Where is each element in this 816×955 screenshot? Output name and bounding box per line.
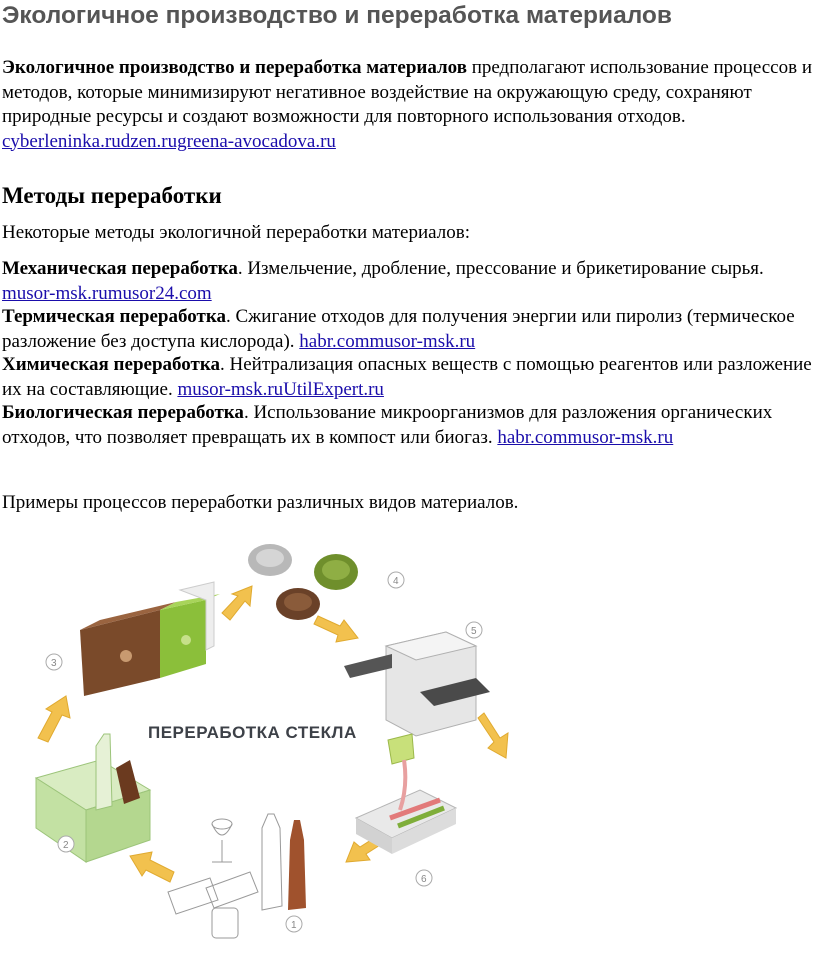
method-source-link[interactable]: musor-msk.rumusor24.com <box>2 282 212 304</box>
arrow-3-to-4 <box>222 586 252 620</box>
method-text: . Нейтрализация опасных веществ с помощью реагентов или разложение их на составляющие. <box>2 354 812 400</box>
intro-paragraph <box>2 56 814 154</box>
step-number: 1 <box>291 920 297 931</box>
method-text: . Использование микроорганизмов для разложения органических отходов, что позволяет превращать их в компост или биогаз. <box>2 402 773 448</box>
step-number: 4 <box>393 576 399 587</box>
method-text: . Сжигание отходов для получения энергии или пиролиз (термическое разложение без доступа кислорода). <box>2 306 795 352</box>
method-name: Биологическая переработка <box>2 402 244 423</box>
figure-title: ПЕРЕРАБОТКА СТЕКЛА <box>148 723 357 742</box>
examples-text: Примеры процессов переработки различных видов материалов. <box>2 492 519 513</box>
method-name: Химическая переработка <box>2 354 220 375</box>
crushed-glass-piles-icon <box>248 544 358 620</box>
intro-text: предполагают использование процессов и методов, которые минимизируют негативное воздействие на окружающую среду, сохраняют природные ресурсы и создают возможности для повторного использования отходов. <box>2 57 813 127</box>
method-source-link[interactable]: musor-msk.ruUtilExpert.ru <box>177 378 384 400</box>
method-biological <box>2 401 814 450</box>
method-chemical <box>2 353 814 402</box>
method-text: . Измельчение, дробление, прессование и брикетирование сырья. <box>237 258 764 279</box>
methods-intro: Некоторые методы экологичной переработки материалов: <box>2 222 470 243</box>
sorting-bins-icon <box>80 582 220 696</box>
arrow-2-to-3 <box>38 696 70 742</box>
step-number: 5 <box>471 626 477 637</box>
method-name: Механическая переработка <box>2 258 238 279</box>
arrow-5-to-6 <box>478 713 508 758</box>
method-source-link[interactable]: habr.commusor-msk.ru <box>299 330 476 352</box>
method-source-link[interactable]: habr.commusor-msk.ru <box>497 426 674 448</box>
step-number: 2 <box>63 840 69 851</box>
step-number: 3 <box>51 658 57 669</box>
step-number: 6 <box>421 874 427 885</box>
glass-recycling-diagram <box>0 528 816 950</box>
intro-bold: Экологичное производство и переработка материалов <box>2 57 467 78</box>
methods-heading: Методы переработки <box>2 183 222 208</box>
arrow-4-to-5 <box>314 616 358 642</box>
intro-source-link[interactable]: cyberleninka.rudzen.rugreena-avocadova.ru <box>2 130 336 152</box>
glass-recycling-illustration <box>0 528 816 950</box>
arrow-1-to-2 <box>130 852 174 882</box>
processing-machine-icon <box>344 632 490 736</box>
method-name: Термическая переработка <box>2 306 226 327</box>
method-mechanical <box>2 257 814 306</box>
method-thermal <box>2 305 814 354</box>
glass-bottles-icon <box>168 814 306 938</box>
page-title: Экологичное производство и переработка материалов <box>2 2 672 29</box>
glass-molding-icon <box>356 734 456 854</box>
collection-crate-icon <box>36 734 150 862</box>
